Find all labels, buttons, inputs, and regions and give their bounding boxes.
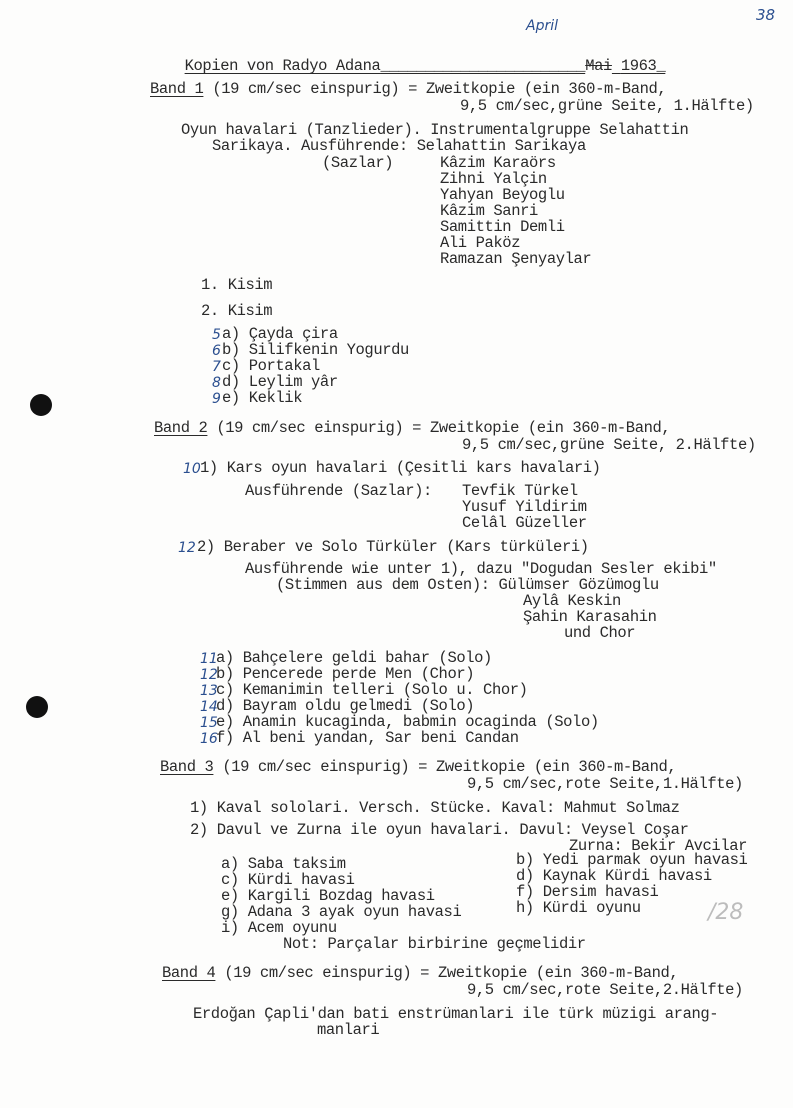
band1-part: 2. Kisim	[201, 302, 273, 320]
band2-song: b) Pencerede perde Men (Chor)	[216, 665, 475, 683]
band1-intro2: Sarikaya. Ausführende: Selahattin Sarikaya	[212, 137, 586, 155]
band1-part: 1. Kisim	[201, 276, 273, 294]
band1-line1: Band 1 (19 cm/sec einspurig) = Zweitkopie (ein 360-m-Band,	[150, 80, 667, 98]
month-struck: Mai	[585, 57, 612, 75]
band3-line2: 9,5 cm/sec,rote Seite,1.Hälfte)	[467, 775, 743, 793]
band2-song-number: 11	[200, 651, 218, 667]
band2-item2-desc2: (Stimmen aus dem Osten): Gülümser Gözümoglu	[276, 576, 659, 594]
band3-label: Band 3	[160, 758, 214, 776]
band1-piece-number: 8	[212, 375, 221, 391]
band3-note: Not: Parçalar birbirine geçmelidir	[283, 935, 586, 953]
header-line: Kopien von Radyo Adana_______________________Mai 1963_	[184, 57, 666, 75]
punch-hole-top	[30, 394, 52, 416]
band3-piece: g) Adana 3 ayak oyun havasi	[221, 903, 462, 921]
header-year: 1963	[620, 57, 657, 75]
band2-song: c) Kemanimin telleri (Solo u. Chor)	[216, 681, 528, 699]
month-correction: April	[526, 18, 558, 34]
band4-label: Band 4	[162, 964, 216, 982]
band3-piece: i) Acem oyunu	[221, 919, 337, 937]
band1-piece-number: 5	[212, 327, 221, 343]
band1-sazlar: (Sazlar)	[322, 154, 394, 172]
band3-piece: e) Kargili Bozdag havasi	[221, 887, 435, 905]
band1-line2: 9,5 cm/sec,grüne Seite, 1.Hälfte)	[460, 97, 754, 115]
band3-piece: f) Dersim havasi	[516, 883, 659, 901]
band1-performer: Ramazan Şenyaylar	[440, 250, 592, 268]
band2-singer: Aylâ Keskin	[523, 592, 621, 610]
band3-piece: a) Saba taksim	[221, 855, 346, 873]
band2-song-number: 16	[200, 731, 218, 747]
band1-performer: Kâzim Sanri	[440, 202, 538, 220]
page-number: 38	[756, 6, 776, 24]
band2-song: f) Al beni yandan, Sar beni Candan	[216, 729, 519, 747]
page-title: Kopien von Radyo Adana	[184, 57, 381, 75]
band2-item2-desc1: Ausführende wie unter 1), dazu "Dogudan Sesler ekibi"	[245, 560, 717, 578]
margin-note: /28	[708, 900, 744, 925]
band4-desc2: manlari	[317, 1021, 380, 1039]
band2-item1: 1) Kars oyun havalari (Çesitli kars havalari)	[200, 459, 601, 477]
band1-performer: Zihni Yalçin	[440, 170, 547, 188]
band2-item1-number: 10	[183, 461, 201, 477]
band2-song: e) Anamin kucaginda, babmin ocaginda (Solo)	[216, 713, 599, 731]
band4-line2: 9,5 cm/sec,rote Seite,2.Hälfte)	[467, 981, 743, 999]
band3-item2-zurna: Zurna: Bekir Avcilar	[569, 837, 748, 855]
band2-song-number: 12	[200, 667, 218, 683]
band2-singer: und Chor	[564, 624, 636, 642]
band1-piece-number: 9	[212, 391, 221, 407]
band1-piece: e) Keklik	[222, 389, 303, 407]
band2-song-number: 15	[200, 715, 218, 731]
band2-line2: 9,5 cm/sec,grüne Seite, 2.Hälfte)	[462, 436, 756, 454]
band3-piece: c) Kürdi havasi	[221, 871, 355, 889]
band1-performer: Ali Paköz	[440, 234, 521, 252]
band2-song: d) Bayram oldu gelmedi (Solo)	[216, 697, 475, 715]
band1-piece: a) Çayda çira	[222, 325, 338, 343]
band2-item2-number: 12	[178, 540, 196, 556]
band2-label: Band 2	[154, 419, 208, 437]
band2-line1: Band 2 (19 cm/sec einspurig) = Zweitkopie (ein 360-m-Band,	[154, 419, 671, 437]
band2-song-number: 13	[200, 683, 218, 699]
band4-desc1: Erdoğan Çapli'dan bati enstrümanlari ile türk müzigi arang-	[193, 1005, 719, 1023]
band1-label: Band 1	[150, 80, 204, 98]
band1-piece: c) Portakal	[222, 357, 320, 375]
band1-intro1: Oyun havalari (Tanzlieder). Instrumentalgruppe Selahattin	[181, 121, 689, 139]
band2-performer: Celâl Güzeller	[462, 514, 587, 532]
band1-piece: b) Silifkenin Yogurdu	[222, 341, 409, 359]
band1-piece-number: 6	[212, 343, 221, 359]
band2-song: a) Bahçelere geldi bahar (Solo)	[216, 649, 492, 667]
band4-line1: Band 4 (19 cm/sec einspurig) = Zweitkopie (ein 360-m-Band,	[162, 964, 679, 982]
band1-performer: Kâzim Karaörs	[440, 154, 556, 172]
band3-item2: 2) Davul ve Zurna ile oyun havalari. Davul: Veysel Coşar	[190, 821, 689, 839]
band1-performer: Samittin Demli	[440, 218, 565, 236]
band1-piece-number: 7	[212, 359, 221, 375]
band3-piece: d) Kaynak Kürdi havasi	[516, 867, 712, 885]
band2-performer: Yusuf Yildirim	[462, 498, 587, 516]
band2-item2: 2) Beraber ve Solo Türküler (Kars türküleri)	[197, 538, 589, 556]
band2-performers-label: Ausführende (Sazlar):	[245, 482, 432, 500]
band2-performer: Tevfik Türkel	[462, 482, 578, 500]
punch-hole-bottom	[26, 696, 48, 718]
band3-line1: Band 3 (19 cm/sec einspurig) = Zweitkopie (ein 360-m-Band,	[160, 758, 677, 776]
band3-item1: 1) Kaval sololari. Versch. Stücke. Kaval: Mahmut Solmaz	[190, 799, 680, 817]
band3-piece: h) Kürdi oyunu	[516, 899, 641, 917]
band3-piece: b) Yedi parmak oyun havasi	[516, 851, 748, 869]
band1-piece: d) Leylim yâr	[222, 373, 338, 391]
band1-performer: Yahyan Beyoglu	[440, 186, 565, 204]
band2-song-number: 14	[200, 699, 218, 715]
band2-singer: Şahin Karasahin	[523, 608, 657, 626]
